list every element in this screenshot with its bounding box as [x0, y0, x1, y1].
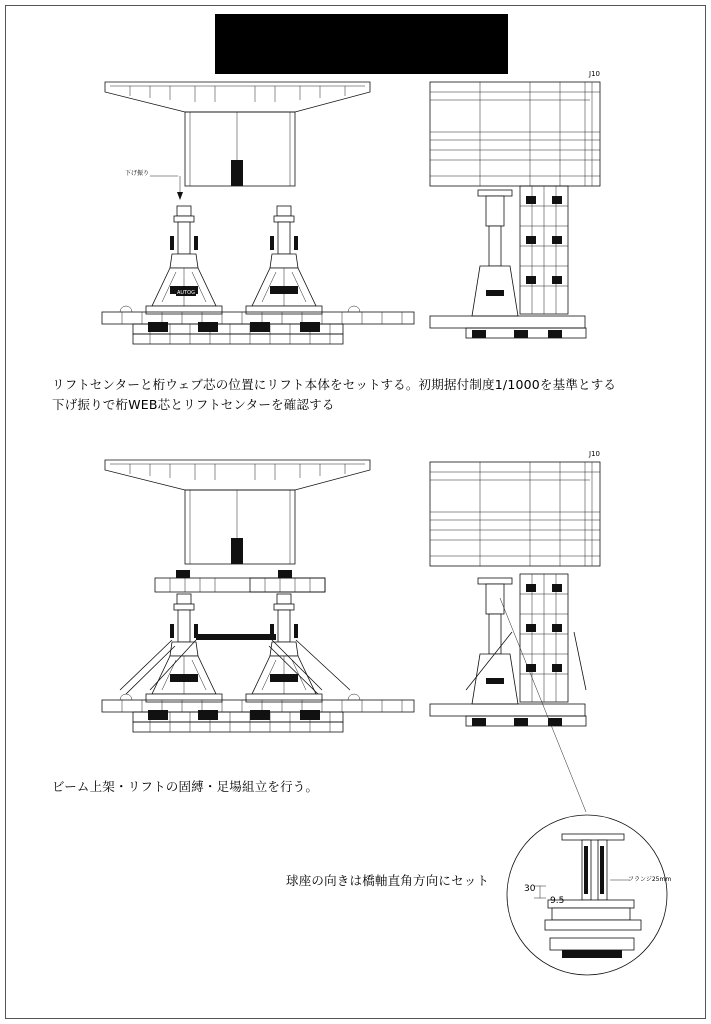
plumb-bob-label: 下げ振り	[125, 170, 150, 177]
assembly-caption: ビーム上架・リフトの固縛・足場組立を行う。	[52, 779, 319, 794]
bearing-orientation-note: 球座の向きは橋軸直角方向にセット	[286, 873, 490, 888]
lift-jack-right-top	[246, 206, 322, 314]
base-blocks-top	[102, 312, 414, 344]
jack-brand-label: AUTOG	[177, 290, 195, 296]
setup-caption-line1: リフトセンターと桁ウェブ芯の位置にリフト本体をセットする。初期据付制度1/1000を基準とする	[52, 377, 617, 392]
side-girder-bottom	[430, 462, 600, 566]
side-girder-top	[430, 82, 600, 186]
box-girder-section-bottom	[105, 460, 370, 564]
side-pedestal-bottom	[430, 574, 586, 726]
bracing-lashing	[120, 640, 350, 690]
side-pedestal-top	[430, 186, 586, 338]
girder-id-label-bottom: J10	[589, 450, 600, 458]
dimension-30: 30	[524, 884, 536, 894]
tie-bar	[196, 634, 276, 640]
setup-caption-line2: 下げ振りで桁WEB芯とリフトセンターを確認する	[52, 397, 335, 412]
girder-id-label-top: J10	[589, 70, 600, 78]
base-blocks-bottom	[102, 700, 414, 732]
upper-beam-left	[155, 578, 325, 592]
flange-label: フランジ25mm	[628, 876, 672, 883]
dimension-9-5: 9.5	[550, 896, 565, 906]
lift-jack-left-top	[146, 206, 222, 314]
detail-leader-line	[500, 598, 586, 812]
